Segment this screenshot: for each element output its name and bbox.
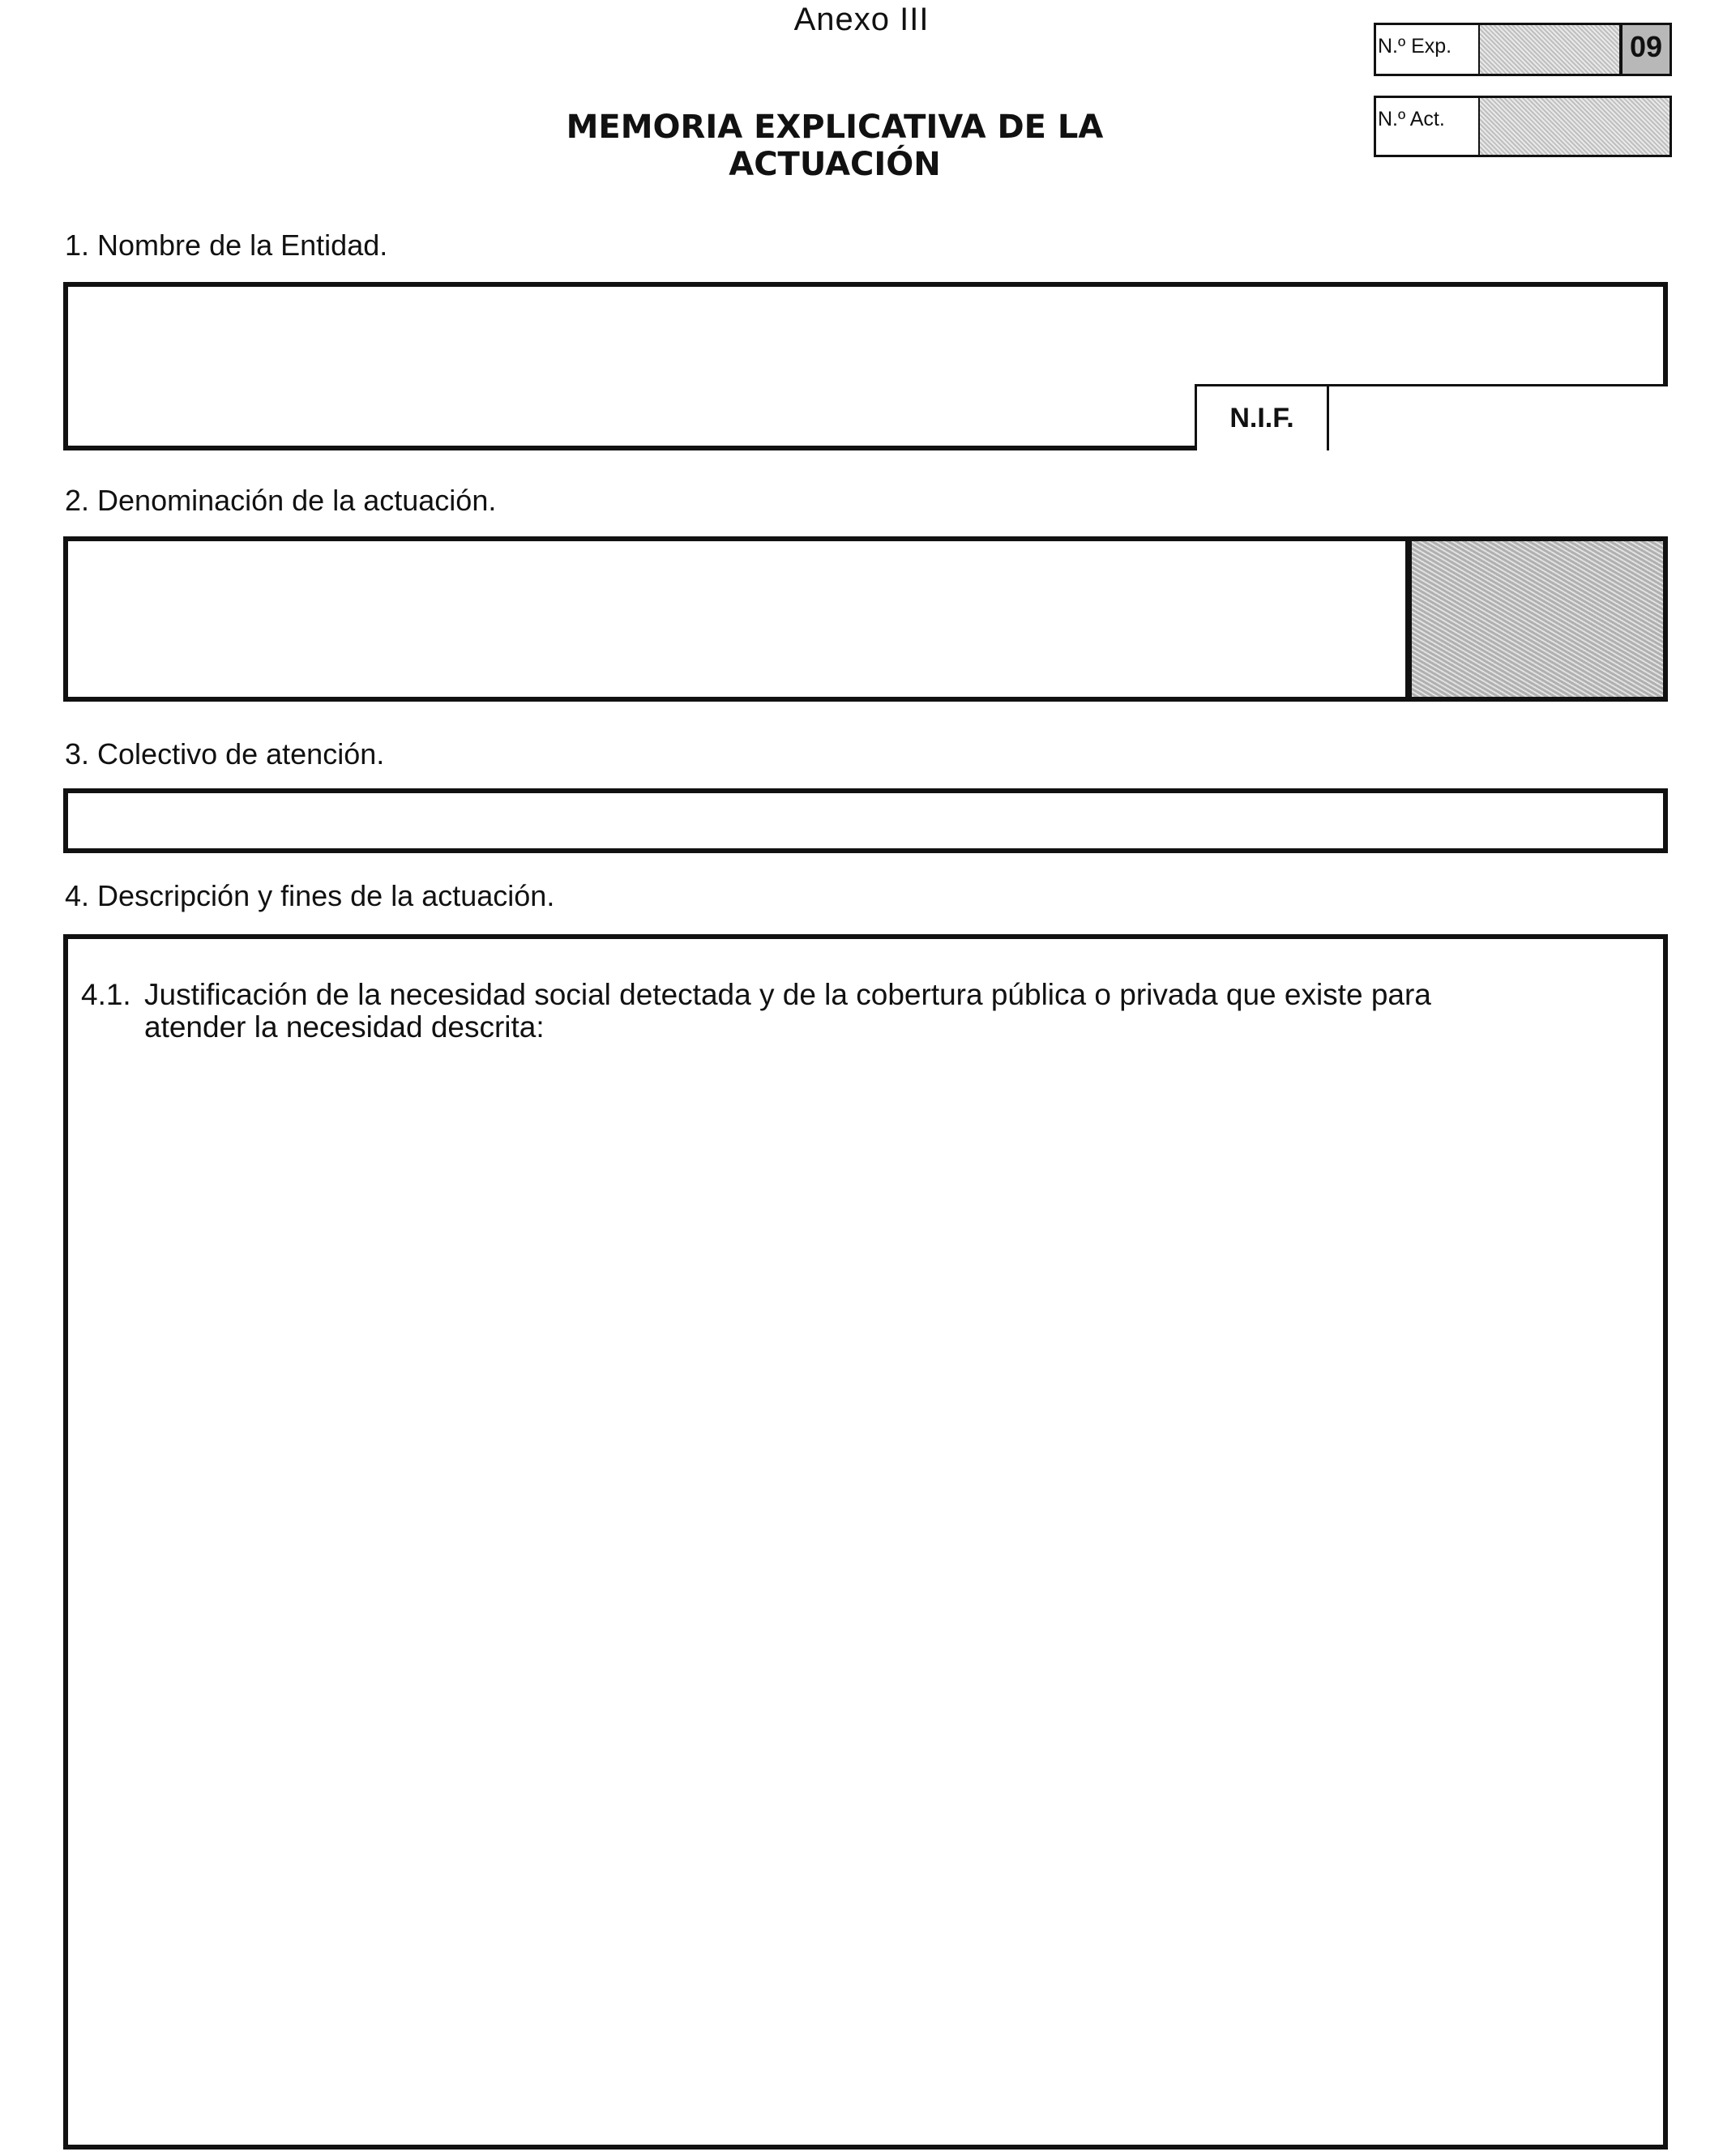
subsection-4-1-line1: Justificación de la necesidad social detectada y de la cobertura pública o privada que existe para xyxy=(144,978,1431,1011)
nif-label: N.I.F. xyxy=(1195,384,1329,450)
reserved-shaded-area xyxy=(1405,541,1663,697)
section-1-label: 1. Nombre de la Entidad. xyxy=(65,228,388,262)
expedient-number-label: N.º Exp. xyxy=(1376,25,1480,74)
nif-input[interactable] xyxy=(1329,384,1668,450)
section-4-label: 4. Descripción y fines de la actuación. xyxy=(65,879,555,912)
section-3-label: 3. Colectivo de atención. xyxy=(65,737,385,771)
expedient-code: 09 xyxy=(1619,25,1670,74)
description-field[interactable] xyxy=(63,934,1668,2150)
page-title: MEMORIA EXPLICATIVA DE LA ACTUACIÓN xyxy=(566,109,1104,183)
expedient-number-field[interactable] xyxy=(1480,25,1619,74)
subsection-4-1-line2: atender la necesidad descrita: xyxy=(144,1010,545,1044)
action-number-field[interactable] xyxy=(1480,98,1670,155)
nif-group xyxy=(1195,384,1668,450)
annex-title: Anexo III xyxy=(793,2,930,37)
action-number-label: N.º Act. xyxy=(1376,98,1480,155)
denomination-field[interactable] xyxy=(63,536,1668,702)
expedient-number-box xyxy=(1374,23,1672,76)
entity-name-field[interactable] xyxy=(63,282,1668,450)
section-2-label: 2. Denominación de la actuación. xyxy=(65,484,497,517)
collective-field[interactable] xyxy=(63,788,1668,853)
subsection-4-1-number: 4.1. xyxy=(81,978,131,1011)
action-number-box xyxy=(1374,96,1672,157)
subsection-4-1-heading xyxy=(81,979,1629,1044)
